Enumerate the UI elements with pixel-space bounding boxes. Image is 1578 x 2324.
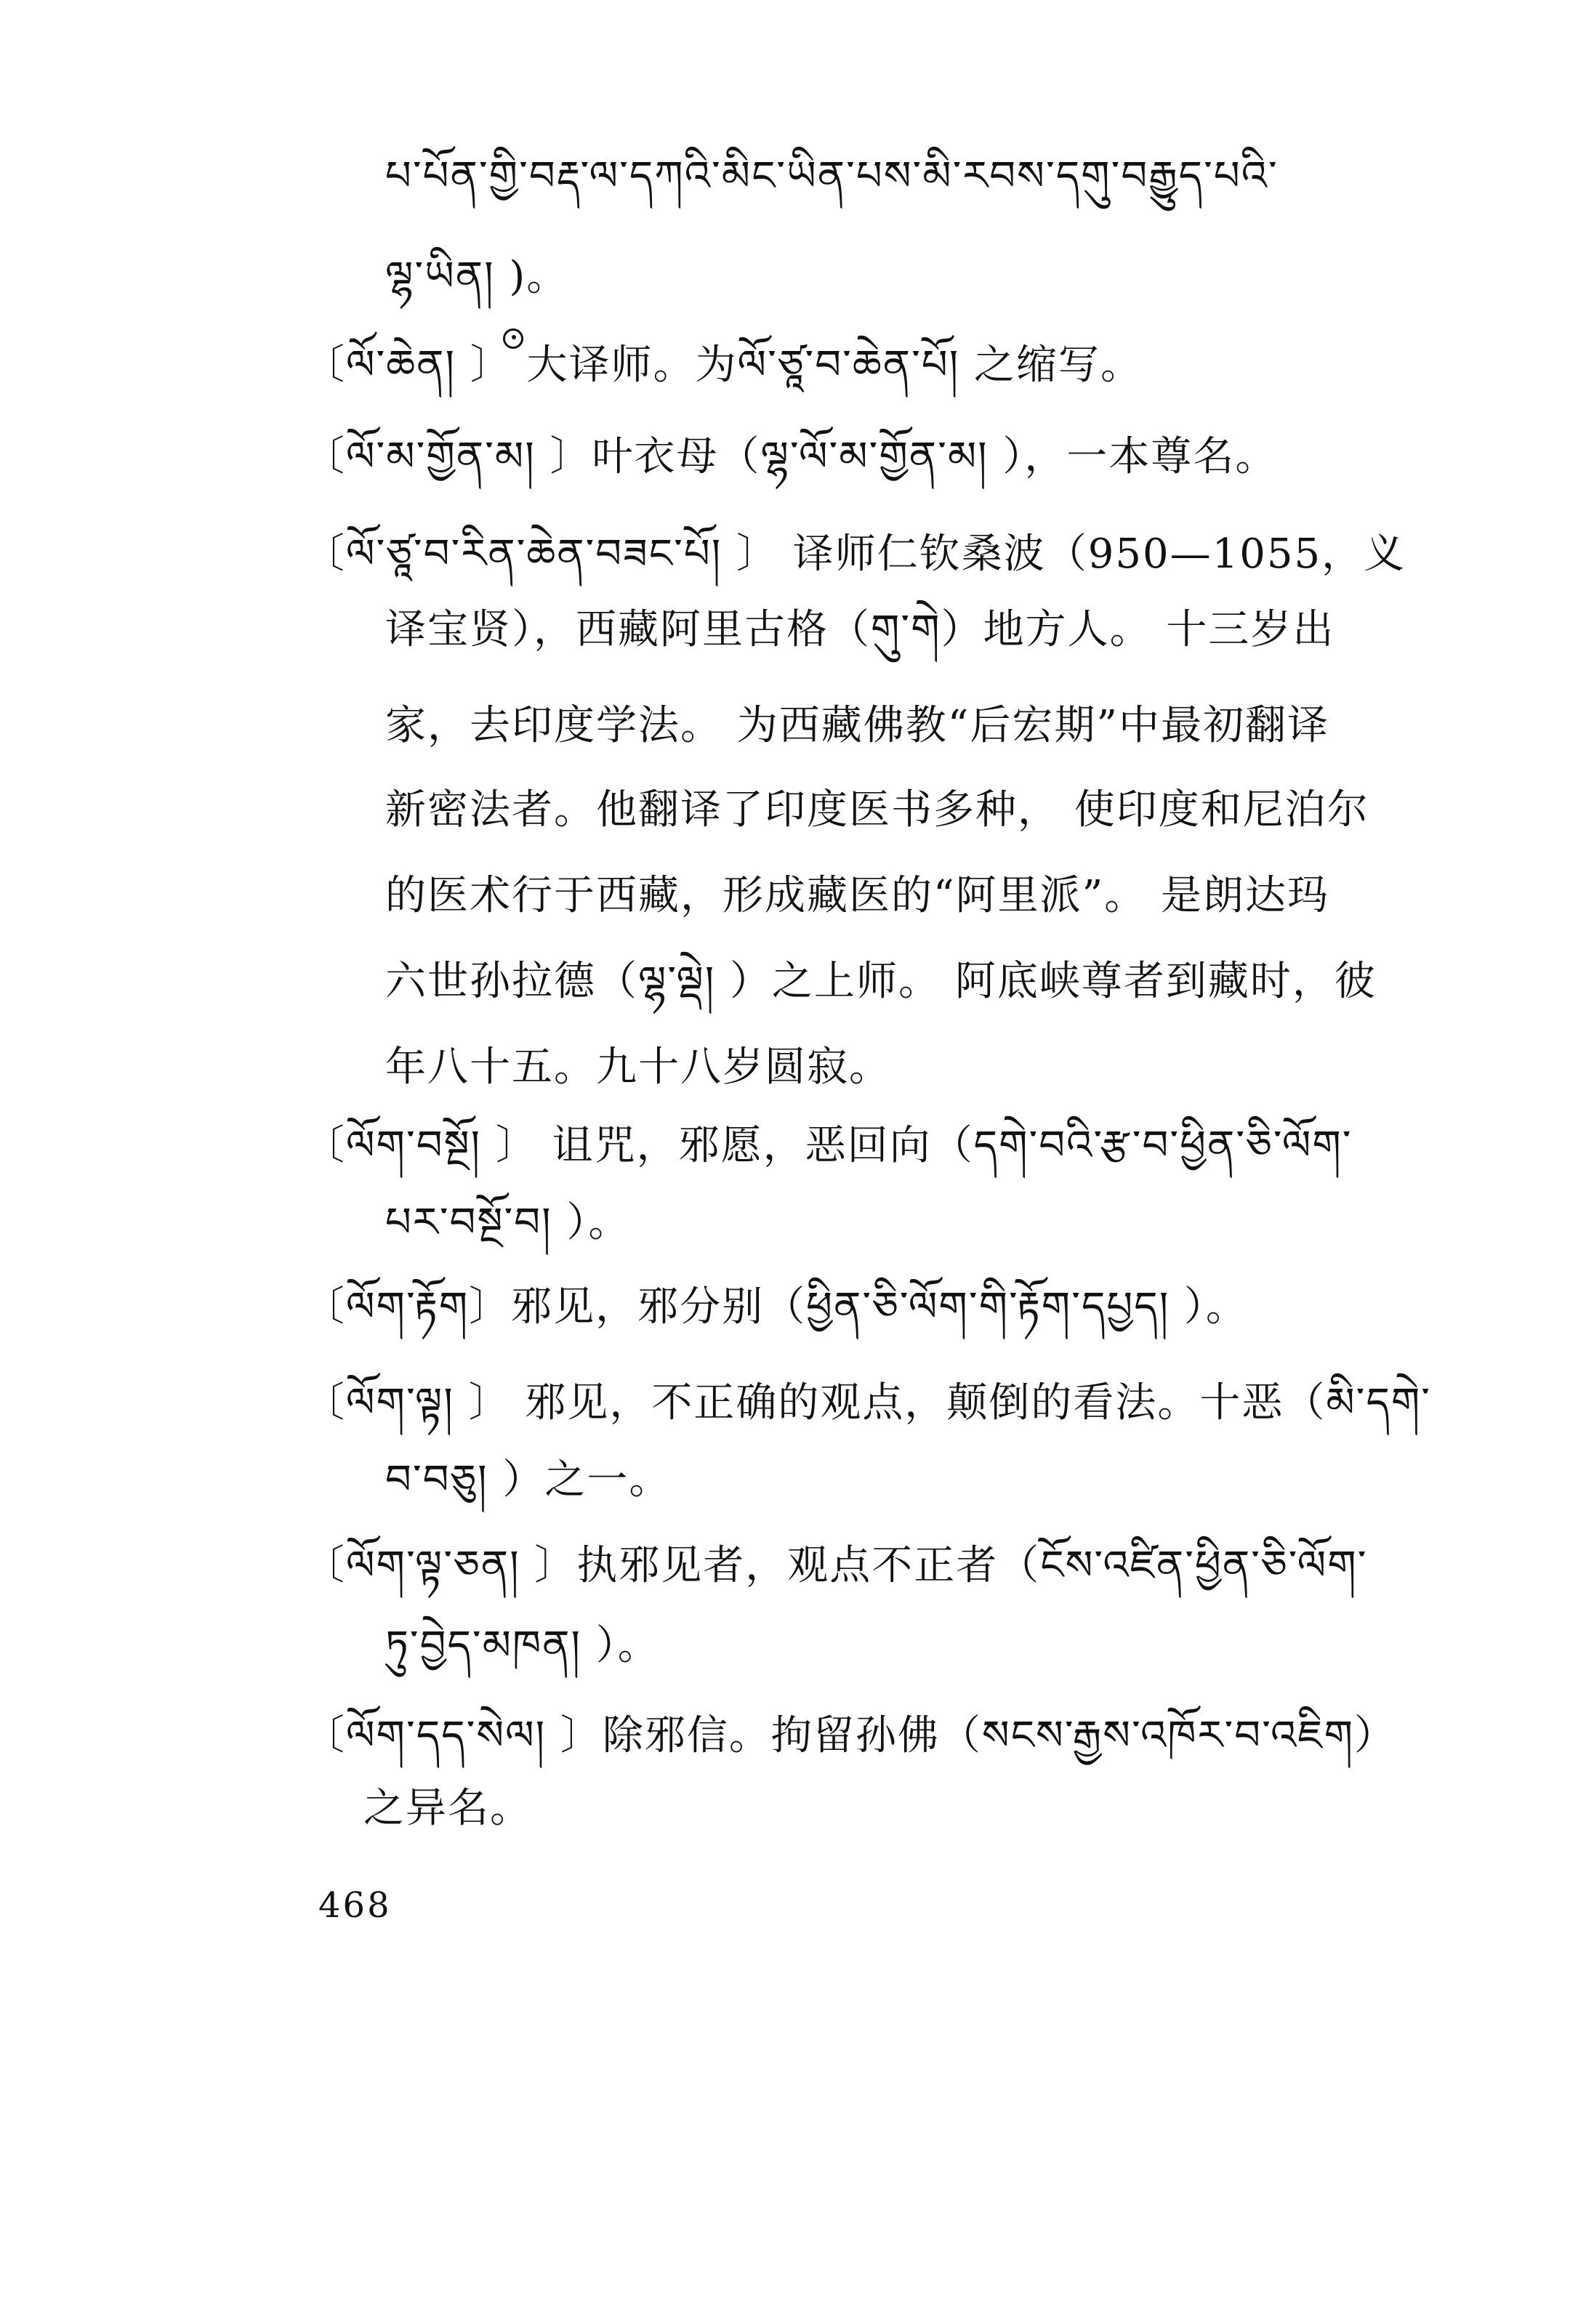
text-line-1: པ་པོན་གྱི་བརྡ་ལ་དཀའི་མིང་ཡིན་པས་མི་རབས་དགུ་བརྒྱུད་པའི་ [385, 153, 1279, 200]
page-number: 468 [318, 1885, 392, 1926]
text-line-20: 之异名。 [363, 1785, 532, 1832]
entry-log-ta: 〔ལོག་ལྟ། 〕 邪见，不正确的观点，颠倒的看法。十恶（མི་དགེ་ [304, 1379, 1432, 1427]
entry-rinchen-zangpo: 〔ལོ་ཙཱ་བ་རིན་ཆེན་བཟང་པོ། 〕 译师仁钦桑波（950—1055，义 [304, 530, 1406, 578]
text-line-2: ལྷ་ཡིན། )。 [385, 253, 569, 300]
entry-log-ngo: 〔ལོག་བསྔོ། 〕 诅咒，邪愿，恶回向（དགེ་བའི་རྩ་བ་ཕྱིན་ཅི་ལོག་ [304, 1122, 1353, 1169]
entry-log-ta-chen: 〔ལོག་ལྟ་ཅན། 〕执邪见者，观点不正者（ངོས་འཛིན་ཕྱིན་ཅི་ལོག་ [304, 1542, 1368, 1589]
footnote-mark-icon [503, 328, 523, 349]
text-line-11: 年八十五。九十八岁圆寂。 [385, 1044, 891, 1091]
text-line-8: 新密法者。他翻译了印度医书多种， 使印度和尼泊尔 [385, 786, 1369, 834]
text-line-13: པར་བསྔོ་བ། ）。 [385, 1199, 631, 1246]
entry-lo-ma-gyon-ma: 〔ལོ་མ་གྱོན་མ། 〕叶衣母（ལྷ་ལོ་མ་གྱོན་མ། ），一本尊名。 [304, 433, 1278, 480]
text-line-10: 六世孙拉德（ལྷ་ལྡེ། ）之上师。 阿底峡尊者到藏时，彼 [385, 958, 1377, 1005]
entry-log-de-sel: 〔ལོག་དད་སེལ། 〕除邪信。拘留孙佛（སངས་རྒྱས་འཁོར་བ་འཇིག） [304, 1712, 1397, 1759]
text-line-16: བ་བཅུ། ）之一。 [385, 1456, 672, 1504]
text-line-6: 译宝贤），西藏阿里古格（གུ་གེ）地方人。 十三岁出 [385, 606, 1335, 653]
entry-log-tog: 〔ལོག་རྟོག〕邪见，邪分别（ཕྱིན་ཅི་ལོག་གི་རྟོག་དཔྱད། ）。 [304, 1283, 1248, 1331]
entry-lo-chen: 〔ལོ་ཆེན། 〕 大译师。为ལོ་ཙཱ་བ་ཆེན་པོ། 之缩写。 [304, 342, 1143, 389]
text-line-9: 的医术行于西藏，形成藏医的“阿里派”。 是朗达玛 [385, 872, 1330, 919]
text-line-18: ཏུ་བྱེད་མཁན། ）。 [385, 1622, 660, 1669]
text-line-7: 家，去印度学法。 为西藏佛教“后宏期”中最初翻译 [385, 702, 1330, 749]
